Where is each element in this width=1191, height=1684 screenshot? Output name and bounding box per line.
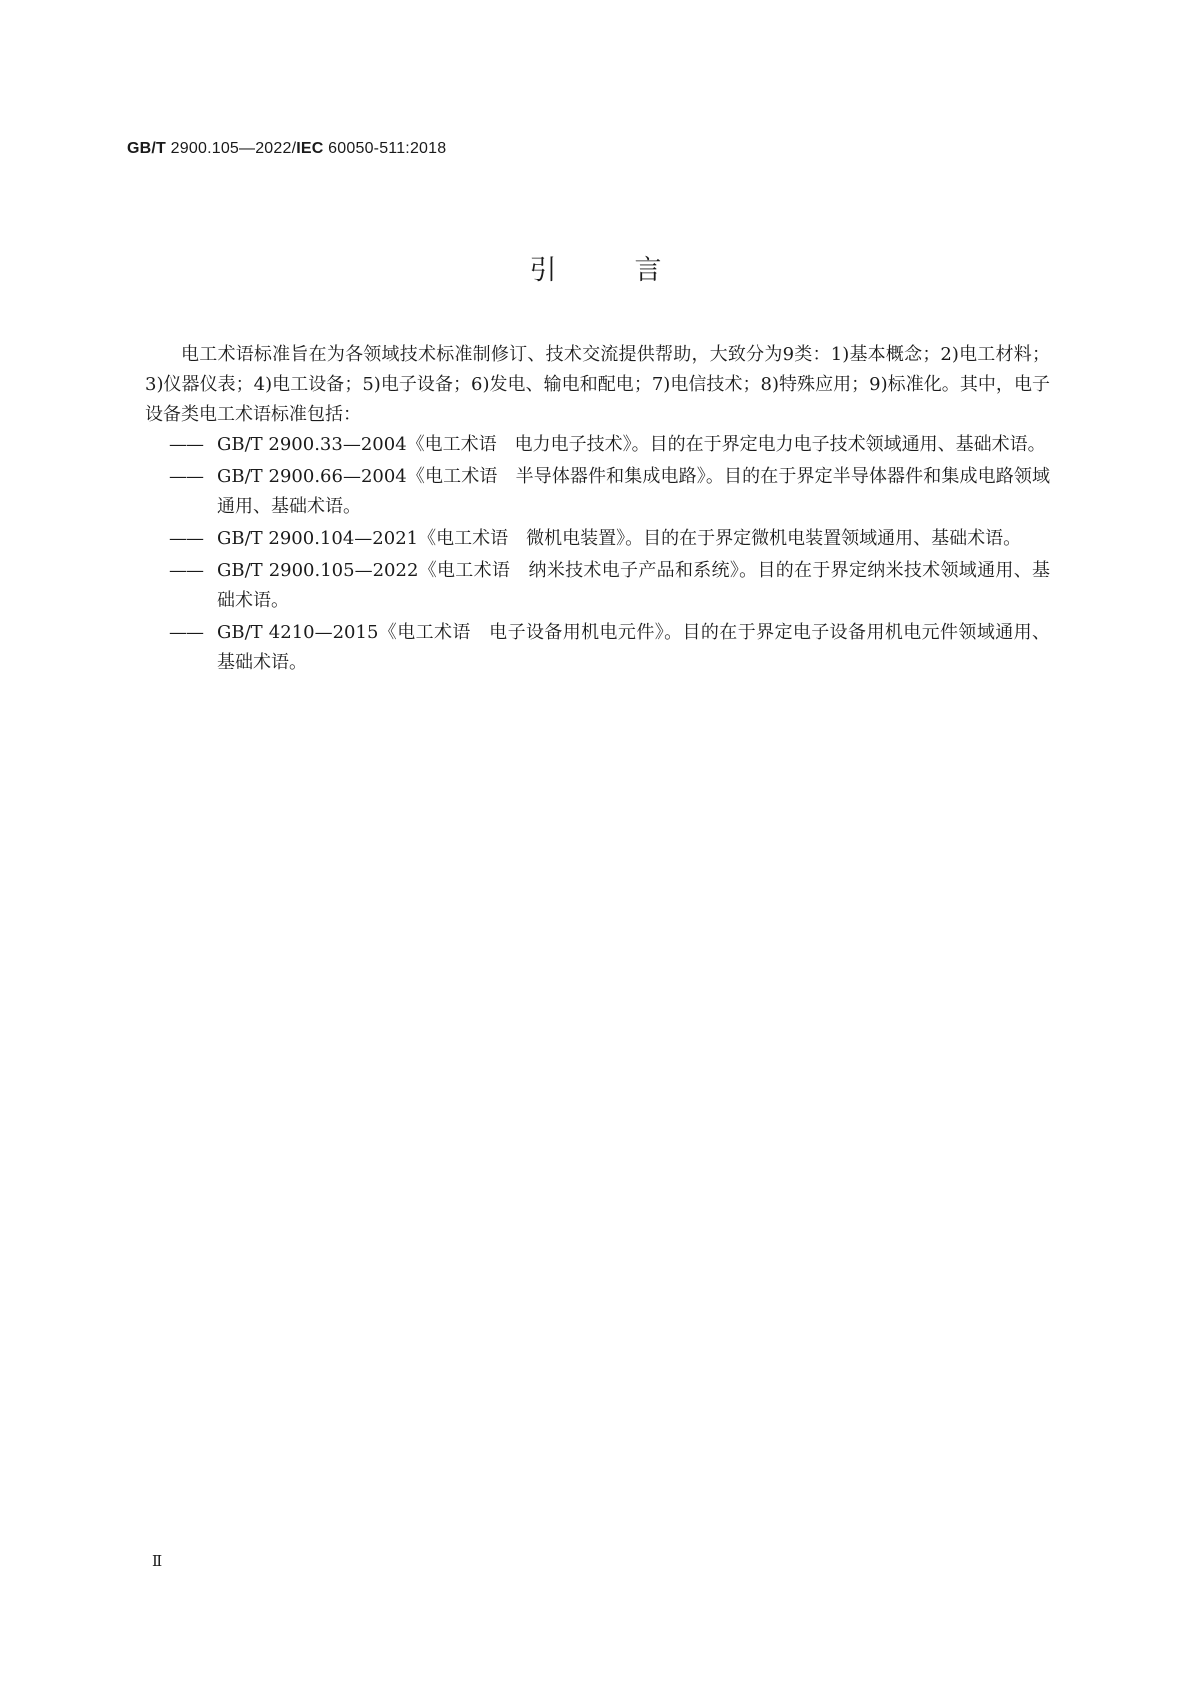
- header-iec-number: 60050-511:2018: [323, 140, 447, 157]
- list-item: [145, 462, 1050, 522]
- standards-list: [145, 430, 1050, 678]
- list-item: [145, 556, 1050, 616]
- list-item-text: GB/T 2900.104—2021《电工术语 微机电装置》。目的在于界定微机电装置领域通用、基础术语。: [217, 528, 1022, 549]
- list-item: [145, 524, 1050, 554]
- header-iec-prefix: IEC: [296, 140, 324, 157]
- page-title: 引言: [529, 255, 740, 286]
- intro-paragraph: 电工术语标准旨在为各领域技术标准制修订、技术交流提供帮助，大致分为9类：1)基本概念；2)电工材料；3)仪器仪表；4)电工设备；5)电子设备；6)发电、输电和配电；7)电信技术；8)特殊应用；9)标准化。其中，电子设备类电工术语标准包括：: [145, 344, 1050, 425]
- document-body: [145, 340, 1050, 680]
- dash-marker: ——: [169, 466, 203, 487]
- dash-marker: ——: [169, 560, 203, 581]
- list-item: [145, 618, 1050, 678]
- standard-code-header: [127, 140, 446, 158]
- dash-marker: ——: [169, 434, 203, 455]
- list-item-text: GB/T 4210—2015《电工术语 电子设备用机电元件》。目的在于界定电子设备用机电元件领域通用、基础术语。: [217, 622, 1050, 673]
- list-item: [145, 430, 1050, 460]
- list-item-text: GB/T 2900.105—2022《电工术语 纳米技术电子产品和系统》。目的在于界定纳米技术领域通用、基础术语。: [217, 560, 1050, 611]
- dash-marker: ——: [169, 622, 203, 643]
- page-number: Ⅱ: [152, 1552, 163, 1570]
- header-code-number: 2900.105—2022/: [166, 140, 297, 157]
- dash-marker: ——: [169, 528, 203, 549]
- list-item-text: GB/T 2900.66—2004《电工术语 半导体器件和集成电路》。目的在于界定半导体器件和集成电路领域通用、基础术语。: [217, 466, 1050, 517]
- header-code-prefix: GB/T: [127, 140, 167, 157]
- list-item-text: GB/T 2900.33—2004《电工术语 电力电子技术》。目的在于界定电力电子技术领域通用、基础术语。: [217, 434, 1046, 455]
